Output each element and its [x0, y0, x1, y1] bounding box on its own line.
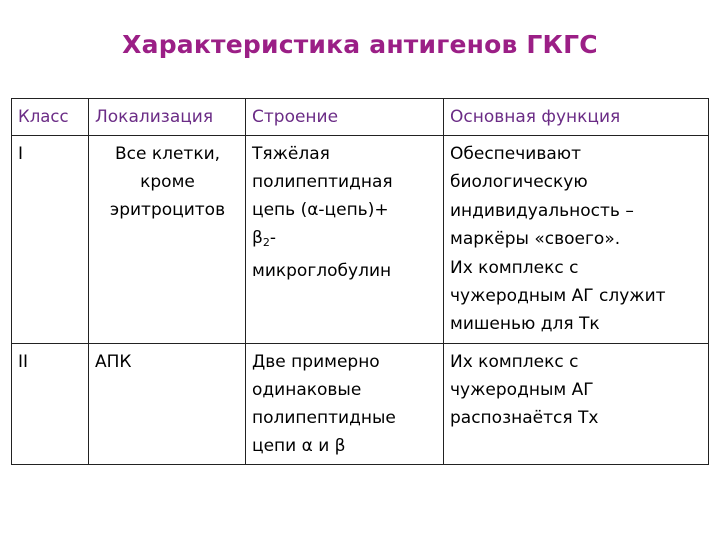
cell-structure: [246, 343, 444, 464]
header-localization: Локализация: [89, 99, 246, 136]
text-line: полипептидная: [252, 172, 393, 192]
text-line: цепи α и β: [252, 435, 346, 456]
text-line: мишенью для Тк: [450, 314, 600, 335]
text-line: полипептидные: [252, 407, 396, 428]
text-line: маркёры «своего».: [450, 229, 621, 250]
text-line: цепь (α-цепь)+: [252, 200, 389, 220]
text-line: индивидуальность –: [450, 200, 634, 221]
header-structure: Строение: [246, 99, 444, 136]
text-line: чужеродным АГ служит: [450, 286, 666, 307]
cell-localization: [89, 343, 246, 464]
text-line: одинаковые: [252, 379, 362, 400]
page-title: Характеристика антигенов ГКГС: [122, 30, 598, 59]
beta-suffix: -: [269, 228, 276, 248]
text-line: Обеспечивают: [450, 144, 581, 164]
beta2-line: [252, 224, 438, 257]
text-line: Их комплекс с: [450, 257, 579, 278]
text-line: микроглобулин: [252, 261, 392, 281]
cell-class: I: [12, 136, 89, 344]
table-row: [12, 136, 709, 344]
table-header-row: [12, 99, 709, 136]
text-line: Две примерно: [252, 351, 380, 372]
cell-function: [444, 136, 709, 344]
cell-localization: [89, 136, 246, 344]
text-line: АПК: [95, 351, 132, 372]
text-line: чужеродным АГ: [450, 379, 594, 400]
text-line: кроме: [140, 172, 195, 192]
beta-symbol: β: [252, 228, 263, 248]
header-class: Класс: [12, 99, 89, 136]
cell-structure: [246, 136, 444, 344]
antigen-table: [11, 98, 709, 465]
cell-function: [444, 343, 709, 464]
beta-subscript: 2: [262, 236, 270, 249]
header-function: Основная функция: [444, 99, 709, 136]
text-line: Тяжёлая: [252, 144, 330, 164]
text-line: распознаётся Тх: [450, 407, 599, 428]
text-line: эритроцитов: [109, 200, 226, 220]
text-line: Все клетки,: [114, 144, 221, 164]
cell-class: II: [12, 343, 89, 464]
table-row: [12, 343, 709, 464]
text-line: Их комплекс с: [450, 351, 579, 372]
text-line: биологическую: [450, 172, 588, 193]
